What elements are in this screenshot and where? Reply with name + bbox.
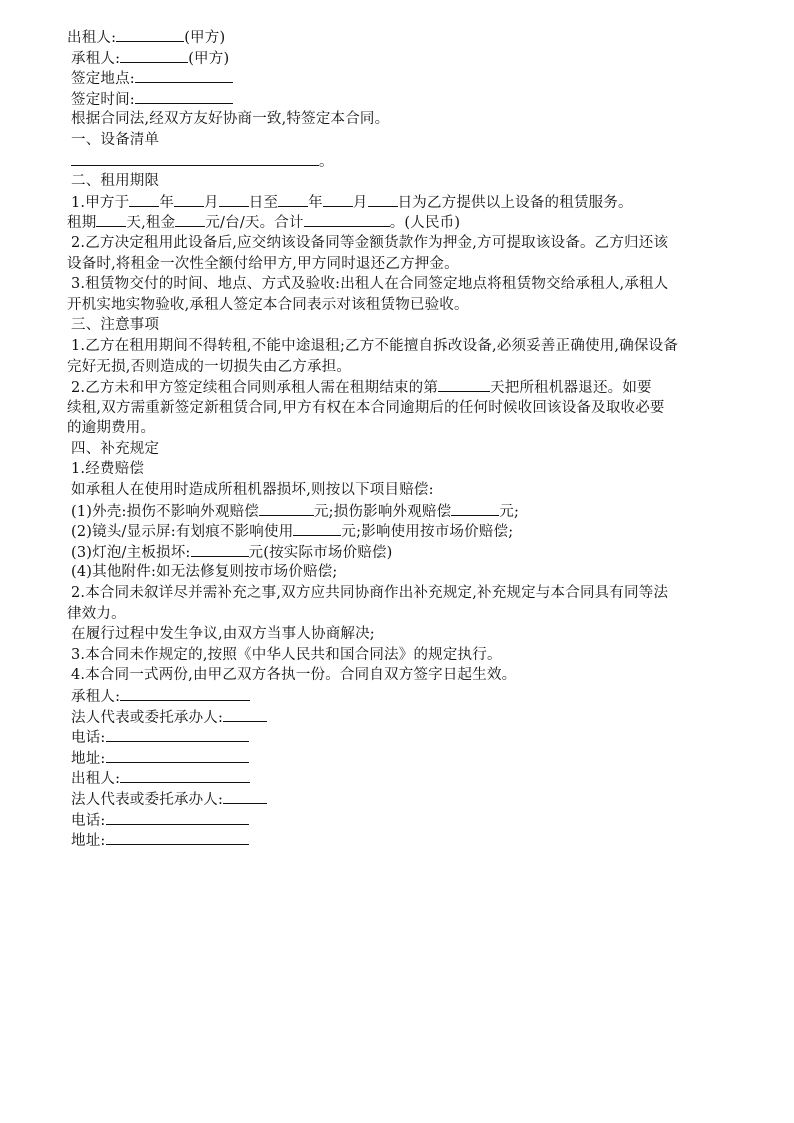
blank-field xyxy=(191,542,249,557)
label: 承租人: xyxy=(71,50,121,67)
label: (3)灯泡/主板损坏: xyxy=(71,544,191,561)
s2-p3a: 3.租赁物交付的时间、地点、方式及验收:出租人在合同签定地点将租赁物交给承租人,承租人 xyxy=(71,276,669,293)
label: (2)镜头/显示屏:有划痕不影响使用 xyxy=(71,524,294,541)
s4-item-1 xyxy=(67,501,737,522)
blank-field xyxy=(106,810,249,825)
blank-field xyxy=(174,192,204,207)
blank-field xyxy=(106,727,249,742)
blank-field xyxy=(96,212,126,227)
blank-field xyxy=(175,212,205,227)
label: 日至 xyxy=(248,194,279,211)
blank-field xyxy=(223,707,267,722)
sig-lessee-addr xyxy=(67,748,737,769)
s4-item-3 xyxy=(67,542,737,563)
blank-field xyxy=(368,192,398,207)
label: (甲方) xyxy=(184,30,226,46)
s3-p1b: 完好无损,否则造成的一切损失由乙方承担。 xyxy=(67,358,352,375)
contract-document xyxy=(67,27,737,851)
label: 签定地点: xyxy=(71,71,135,88)
label: 电话: xyxy=(71,812,106,829)
sig-lessor xyxy=(67,768,737,789)
s3-p2c: 的逾期费用。 xyxy=(67,420,156,437)
blank-field xyxy=(451,501,499,516)
sig-lessee-rep xyxy=(67,707,737,728)
label: 元/台/天。合计 xyxy=(205,215,304,232)
equipment-list-line xyxy=(67,151,737,172)
preamble: 根据合同法,经双方友好协商一致,特签定本合同。 xyxy=(71,111,390,128)
sig-lessee xyxy=(67,686,737,707)
s3-p2a xyxy=(67,377,737,398)
sig-lessee-phone xyxy=(67,727,737,748)
label: 月 xyxy=(352,194,368,211)
label: 元;损伤影响外观赔偿 xyxy=(313,503,452,520)
label: 天把所租机器退还。如要 xyxy=(490,380,652,397)
blank-field xyxy=(259,501,314,516)
blank-field xyxy=(120,686,250,701)
label: 法人代表或委托承办人: xyxy=(71,709,224,726)
label: 地址: xyxy=(71,750,106,767)
label: 年 xyxy=(159,194,175,211)
s4-item-4: (4)其他附件:如无法修复则按市场价赔偿; xyxy=(71,564,338,581)
blank-field xyxy=(106,830,249,845)
label: 月 xyxy=(204,194,219,211)
s2-p3b: 开机实地实物验收,承租人签定本合同表示对该租赁物已验收。 xyxy=(67,296,469,313)
s4-p2c: 在履行过程中发生争议,由双方当事人协商解决; xyxy=(71,626,375,643)
section-2-title: 二、租用期限 xyxy=(71,173,160,190)
blank-field xyxy=(438,377,490,392)
label: 。 xyxy=(319,153,334,170)
blank-field xyxy=(278,192,308,207)
label: 承租人: xyxy=(71,689,121,705)
blank-field xyxy=(106,748,249,763)
label: 年 xyxy=(308,194,323,211)
blank-field xyxy=(293,521,341,536)
s3-p2b: 续租,双方需重新签定新租赁合同,甲方有权在本合同逾期后的任何时候收回该设备及取收必要 xyxy=(67,399,665,416)
s2-p1b xyxy=(67,212,737,233)
s2-p1 xyxy=(67,192,737,213)
blank-field xyxy=(120,48,188,63)
s4-p1: 1.经费赔偿 xyxy=(71,461,145,478)
label: 租期 xyxy=(67,215,97,232)
blank-field xyxy=(116,27,184,42)
label: 日为乙方提供以上设备的租赁服务。 xyxy=(397,194,633,211)
label: 出租人: xyxy=(67,30,117,46)
s2-p2b: 设备时,将租金一次性全额付给甲方,甲方同时退还乙方押金。 xyxy=(67,255,459,272)
sig-lessor-phone xyxy=(67,810,737,831)
section-1-title: 一、设备清单 xyxy=(71,131,160,148)
label: 元; xyxy=(499,503,520,520)
blank-field xyxy=(120,768,250,783)
label: (甲方) xyxy=(188,50,230,67)
blank-field xyxy=(323,192,353,207)
sign-time-line xyxy=(67,89,737,110)
label: 电话: xyxy=(71,730,106,747)
label: (1)外壳:损伤不影响外观赔偿 xyxy=(71,503,259,520)
sig-lessor-rep xyxy=(67,789,737,810)
label: 元;影响使用按市场价赔偿; xyxy=(341,524,514,541)
s3-p1a: 1.乙方在租用期间不得转租,不能中途退租;乙方不能擅自拆改设备,必须妥善正确使用,确保设备 xyxy=(71,337,679,354)
sig-lessor-addr xyxy=(67,830,737,851)
label: 天,租金 xyxy=(126,215,176,232)
blank-field xyxy=(219,192,249,207)
s4-p2a: 2.本合同未叙详尽并需补充之事,双方应共同协商作出补充规定,补充规定与本合同具有同等法 xyxy=(71,585,669,602)
blank-field xyxy=(304,212,390,227)
blank-field xyxy=(135,89,233,104)
s4-item-2 xyxy=(67,521,737,542)
label: 法人代表或委托承办人: xyxy=(71,791,224,808)
blank-field xyxy=(129,192,159,207)
label: 签定时间: xyxy=(71,91,135,108)
section-3-title: 三、注意事项 xyxy=(71,317,160,334)
lessor-line xyxy=(67,27,737,48)
s4-p4: 4.本合同一式两份,由甲乙双方各执一份。合同自双方签字日起生效。 xyxy=(71,667,517,684)
s4-p3: 3.本合同未作规定的,按照《中华人民共和国合同法》的规定执行。 xyxy=(71,646,502,663)
label: 2.乙方未和甲方签定续租合同则承租人需在租期结束的第 xyxy=(71,380,439,397)
s4-p1-intro: 如承租人在使用时造成所租机器损坏,则按以下项目赔偿: xyxy=(71,482,434,499)
s2-p2a: 2.乙方决定租用此设备后,应交纳该设备同等金额货款作为押金,方可提取该设备。乙方归还该 xyxy=(71,234,669,251)
label: 地址: xyxy=(71,833,106,850)
section-4-title: 四、补充规定 xyxy=(71,440,160,457)
blank-field xyxy=(135,68,233,83)
sign-place-line xyxy=(67,68,737,89)
lessee-line xyxy=(67,48,737,69)
s4-p2b: 律效力。 xyxy=(67,605,126,622)
label: 1.甲方于 xyxy=(71,194,130,211)
label: 元(按实际市场价赔偿) xyxy=(248,544,393,561)
blank-field xyxy=(223,789,267,804)
label: 出租人: xyxy=(71,771,121,788)
label: 。(人民币) xyxy=(389,215,461,232)
blank-field xyxy=(71,151,319,166)
